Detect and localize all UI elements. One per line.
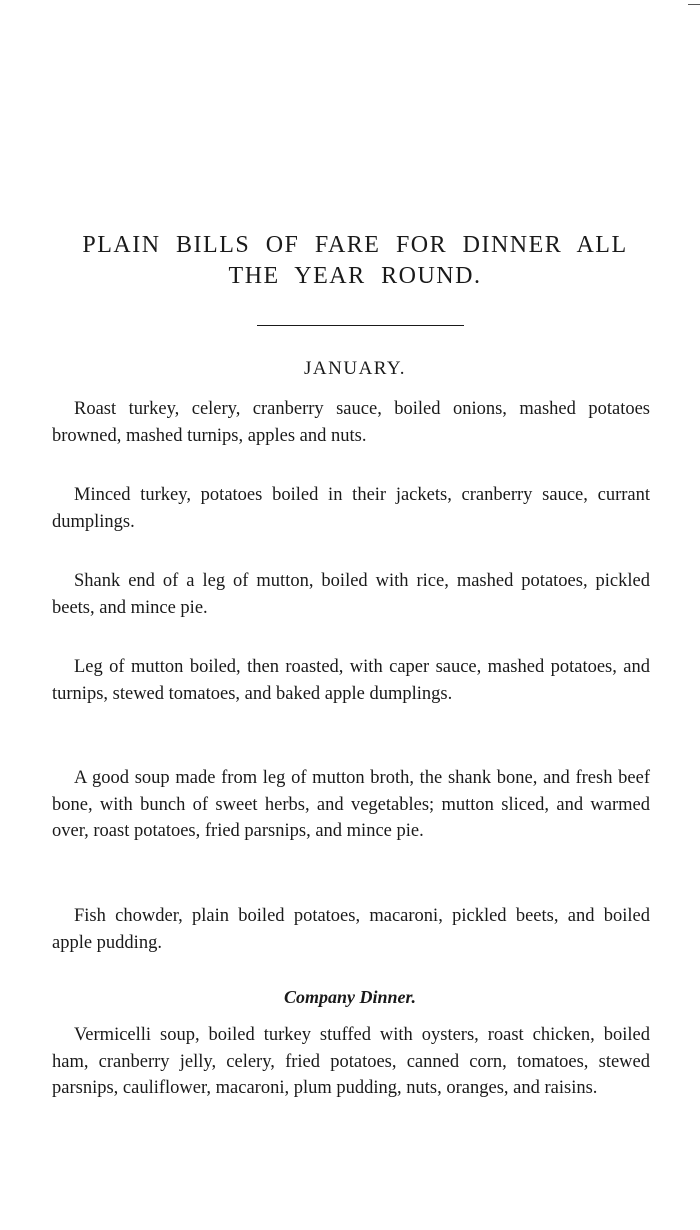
title-line-1: PLAIN BILLS OF FARE FOR DINNER ALL [82,232,628,258]
title-divider [257,325,464,326]
page-corner-mark [688,4,700,5]
menu-paragraph: Minced turkey, potatoes boiled in their jackets, cranberry sauce, currant dumplings. [52,485,650,532]
company-dinner-heading: Company Dinner. [283,987,417,1007]
menu-paragraph: Fish chowder, plain boiled potatoes, macaroni, pickled beets, and boiled apple pudding. [52,906,650,953]
title-line-2: THE YEAR ROUND. [228,263,482,289]
menu-paragraph: Shank end of a leg of mutton, boiled with rice, mashed potatoes, pickled beets, and mince pie. [52,571,650,618]
menu-paragraph: A good soup made from leg of mutton broth, the shank bone, and fresh beef bone, with bunch of sweet herbs, and vegetables; mutton sliced, and warmed over, roast potatoes, fried parsnips, and mince pie. [52,768,650,841]
menu-paragraph: Roast turkey, celery, cranberry sauce, boiled onions, mashed potatoes browned, mashed turnips, apples and nuts. [52,399,650,446]
month-heading: JANUARY. [304,358,406,379]
menu-paragraph: Leg of mutton boiled, then roasted, with caper sauce, mashed potatoes, and turnips, stewed tomatoes, and baked apple dumplings. [52,657,650,704]
company-dinner-paragraph: Vermicelli soup, boiled turkey stuffed with oysters, roast chicken, boiled ham, cranberry jelly, celery, fried potatoes, canned corn, tomatoes, stewed parsnips, cauliflower, macaroni, plum pudding, nuts, oranges, and raisins. [52,1025,650,1098]
page-title [50,230,660,292]
